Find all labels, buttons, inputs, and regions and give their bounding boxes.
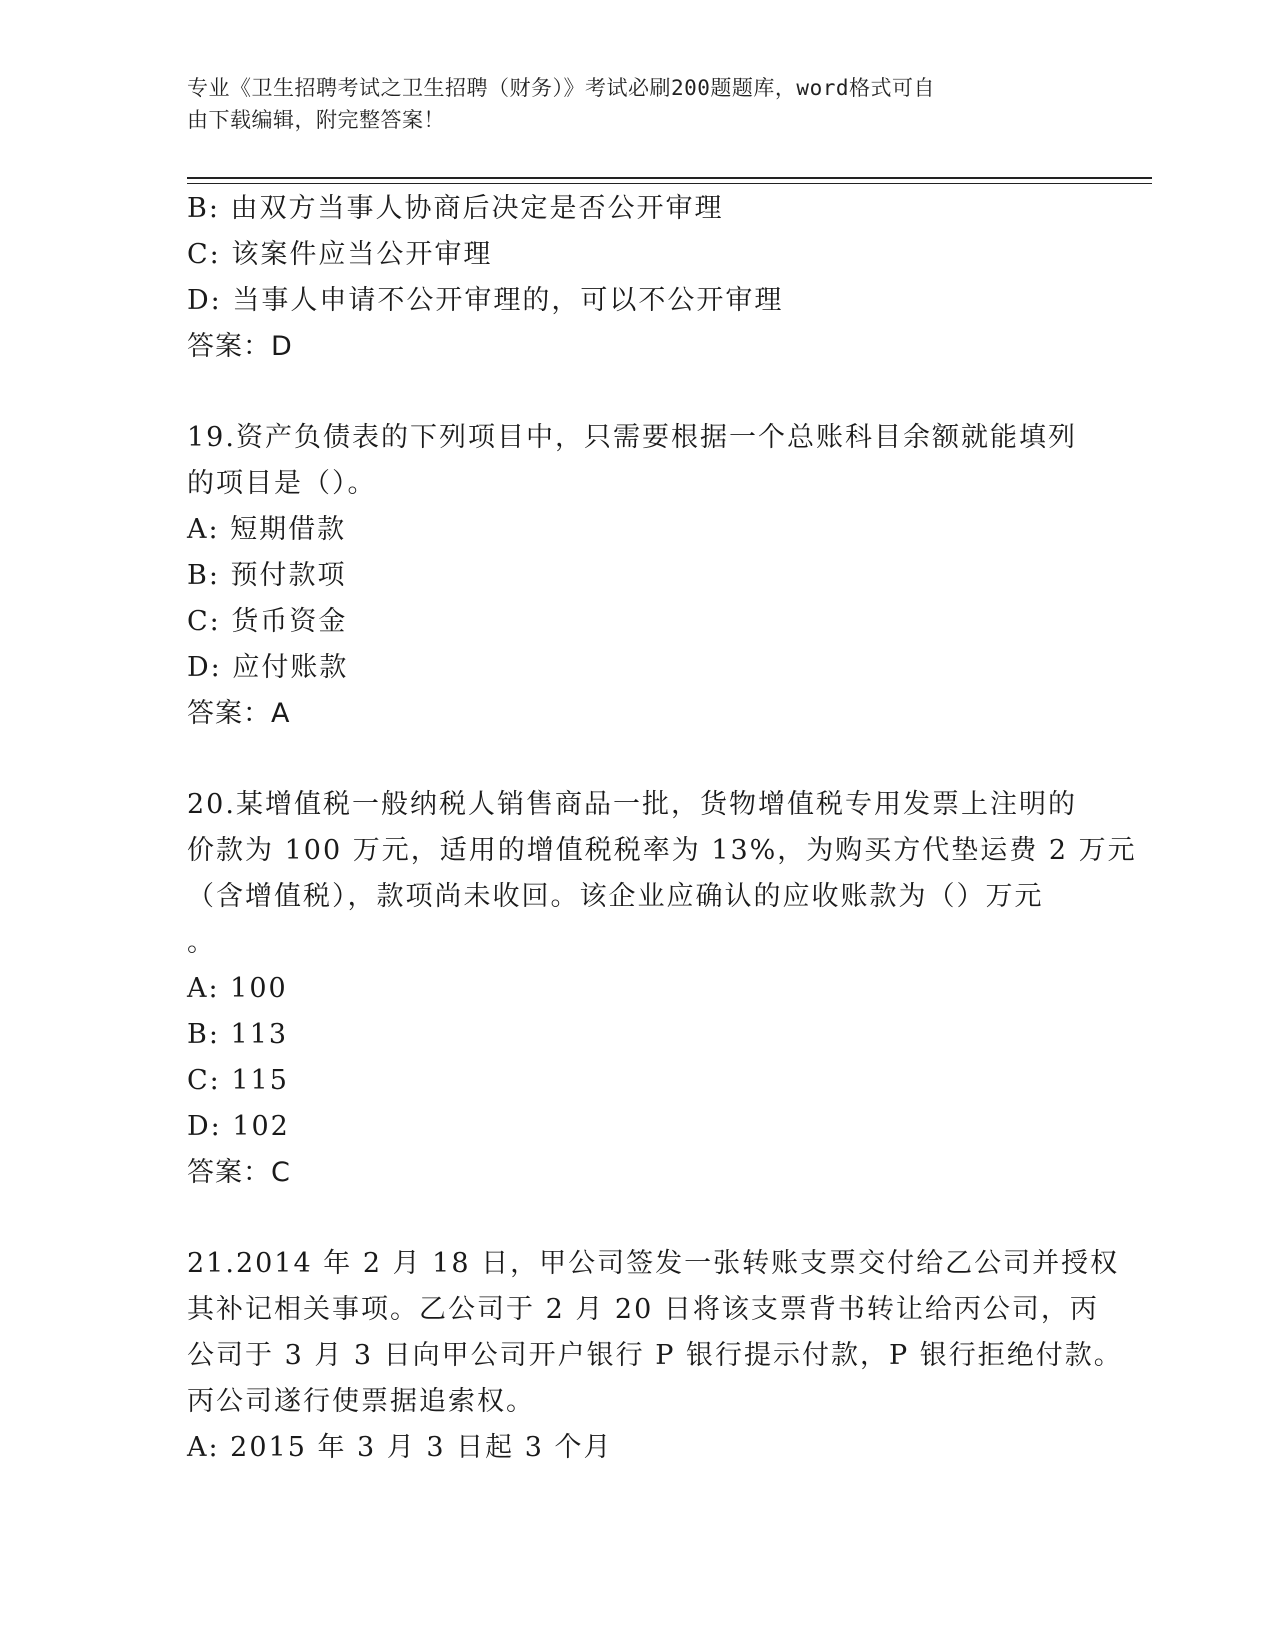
- option-c: C: 115: [187, 1065, 289, 1096]
- question-stem-line: 的项目是（）。: [187, 468, 377, 499]
- question-stem-line: 20.某增值税一般纳税人销售商品一批，货物增值税专用发票上注明的: [187, 789, 1077, 820]
- answer: 答案：D: [187, 331, 293, 362]
- header-title-line-1: 专业《卫生招聘考试之卫生招聘（财务）》考试必刷200题题库，word格式可自: [187, 76, 935, 100]
- option-b: B: 由双方当事人协商后决定是否公开审理: [187, 193, 724, 224]
- question-stem-line: 其补记相关事项。乙公司于 2 月 20 日将该支票背书转让给丙公司，丙: [187, 1294, 1099, 1325]
- question-stem-line: 公司于 3 月 3 日向甲公司开户银行 P 银行提示付款，P 银行拒绝付款。: [187, 1340, 1123, 1371]
- option-b: B: 113: [187, 1019, 289, 1050]
- header-divider-thin: [187, 183, 1152, 184]
- header-divider-thick: [187, 177, 1152, 179]
- question-18: [187, 186, 1087, 370]
- question-19: [187, 415, 1087, 737]
- option-c: C: 货币资金: [187, 606, 348, 637]
- spacer: [187, 737, 1087, 782]
- spacer: [187, 370, 1087, 415]
- spacer: [187, 1196, 1087, 1241]
- answer: 答案：C: [187, 1157, 291, 1188]
- document-header: [187, 72, 1067, 136]
- option-a: A: 100: [187, 973, 288, 1004]
- option-a: A: 2015 年 3 月 3 日起 3 个月: [187, 1432, 613, 1463]
- question-stem-line: 19.资产负债表的下列项目中，只需要根据一个总账科目余额就能填列: [187, 422, 1077, 453]
- option-d: D: 102: [187, 1111, 290, 1142]
- option-b: B: 预付款项: [187, 560, 347, 591]
- option-d: D: 应付账款: [187, 652, 349, 683]
- question-stem-line: 丙公司遂行使票据追索权。: [187, 1386, 535, 1417]
- answer: 答案：A: [187, 698, 291, 729]
- question-20: [187, 782, 1137, 1196]
- option-a: A: 短期借款: [187, 514, 347, 545]
- question-21: [187, 1241, 1123, 1471]
- header-title-line-2: 由下载编辑，附完整答案！: [187, 108, 445, 132]
- question-list: [187, 186, 1137, 1471]
- option-d: D: 当事人申请不公开审理的，可以不公开审理: [187, 285, 784, 316]
- question-stem-line: 价款为 100 万元，适用的增值税税率为 13%，为购买方代垫运费 2 万元: [187, 835, 1137, 866]
- option-c: C: 该案件应当公开审理: [187, 239, 493, 270]
- question-stem-line: （含增值税），款项尚未收回。该企业应确认的应收账款为（）万元: [187, 881, 1044, 912]
- question-stem-line: 。: [187, 927, 216, 958]
- question-stem-line: 21.2014 年 2 月 18 日，甲公司签发一张转账支票交付给乙公司并授权: [187, 1248, 1120, 1279]
